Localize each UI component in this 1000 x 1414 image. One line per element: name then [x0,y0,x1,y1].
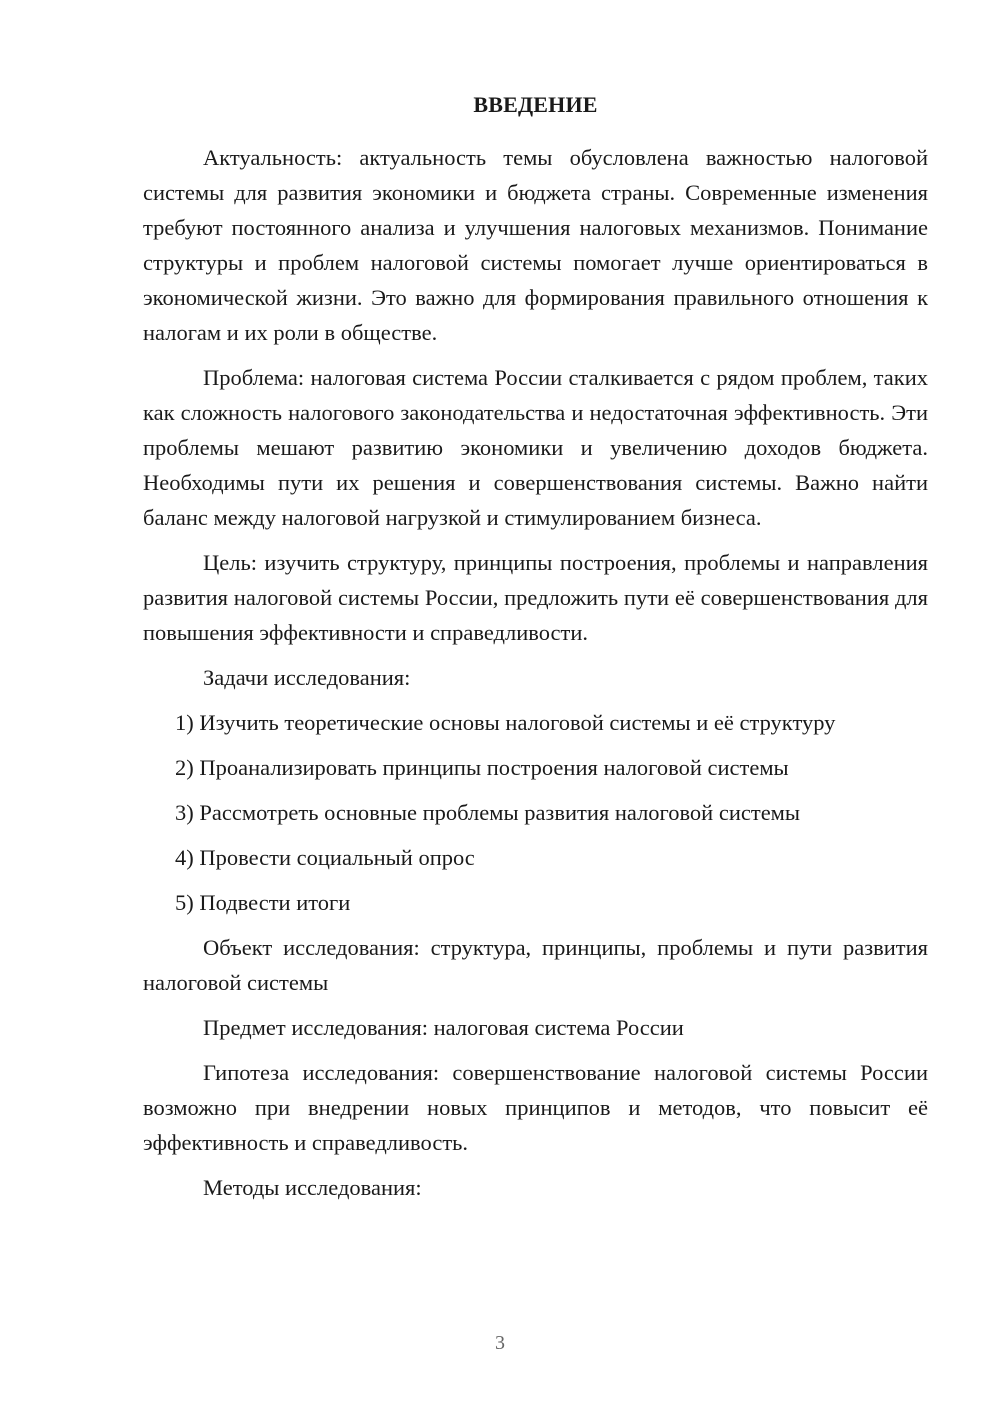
list-item: 5) Подвести итоги [175,890,351,915]
paragraph-methods: Методы исследования: [203,1175,422,1200]
paragraph-problem: Проблема: налоговая система России сталкивается с рядом проблем, таких как сложность налогового законодательства и недостаточная эффективность. Эти проблемы мешают развитию экономики и увеличению доходов бюджета. Необходимы пути их решения и совершенствования системы. Важно найти баланс между налоговой нагрузкой и стимулированием бизнеса. [143,365,928,530]
list-item: 4) Провести социальный опрос [175,845,475,870]
paragraph-subject: Предмет исследования: налоговая система России [203,1015,684,1040]
paragraph-relevance: Актуальность: актуальность темы обусловлена важностью налоговой системы для развития экономики и бюджета страны. Современные изменения требуют постоянного анализа и улучшения налоговых механизмов. Понимание структуры и проблем налоговой системы помогает лучше ориентироваться в экономической жизни. Это важно для формирования правильного отношения к налогам и их роли в обществе. [143,145,928,345]
paragraph-tasks-heading: Задачи исследования: [203,665,411,690]
paragraph-goal: Цель: изучить структуру, принципы построения, проблемы и направления развития налоговой системы России, предложить пути её совершенствования для повышения эффективности и справедливости. [143,550,928,645]
paragraph-object: Объект исследования: структура, принципы, проблемы и пути развития налоговой системы [143,935,928,995]
page-number: 3 [495,1332,505,1354]
list-item: 2) Проанализировать принципы построения налоговой системы [175,755,789,780]
list-item: 3) Рассмотреть основные проблемы развития налоговой системы [175,800,801,825]
tasks-list [143,705,928,920]
section-title: ВВЕДЕНИЕ [473,92,598,117]
list-item: 1) Изучить теоретические основы налоговой системы и её структуру [175,710,836,735]
paragraph-hypothesis: Гипотеза исследования: совершенствование налоговой системы России возможно при внедрении новых принципов и методов, что повысит её эффективность и справедливость. [143,1060,928,1155]
document-page [143,92,928,1215]
